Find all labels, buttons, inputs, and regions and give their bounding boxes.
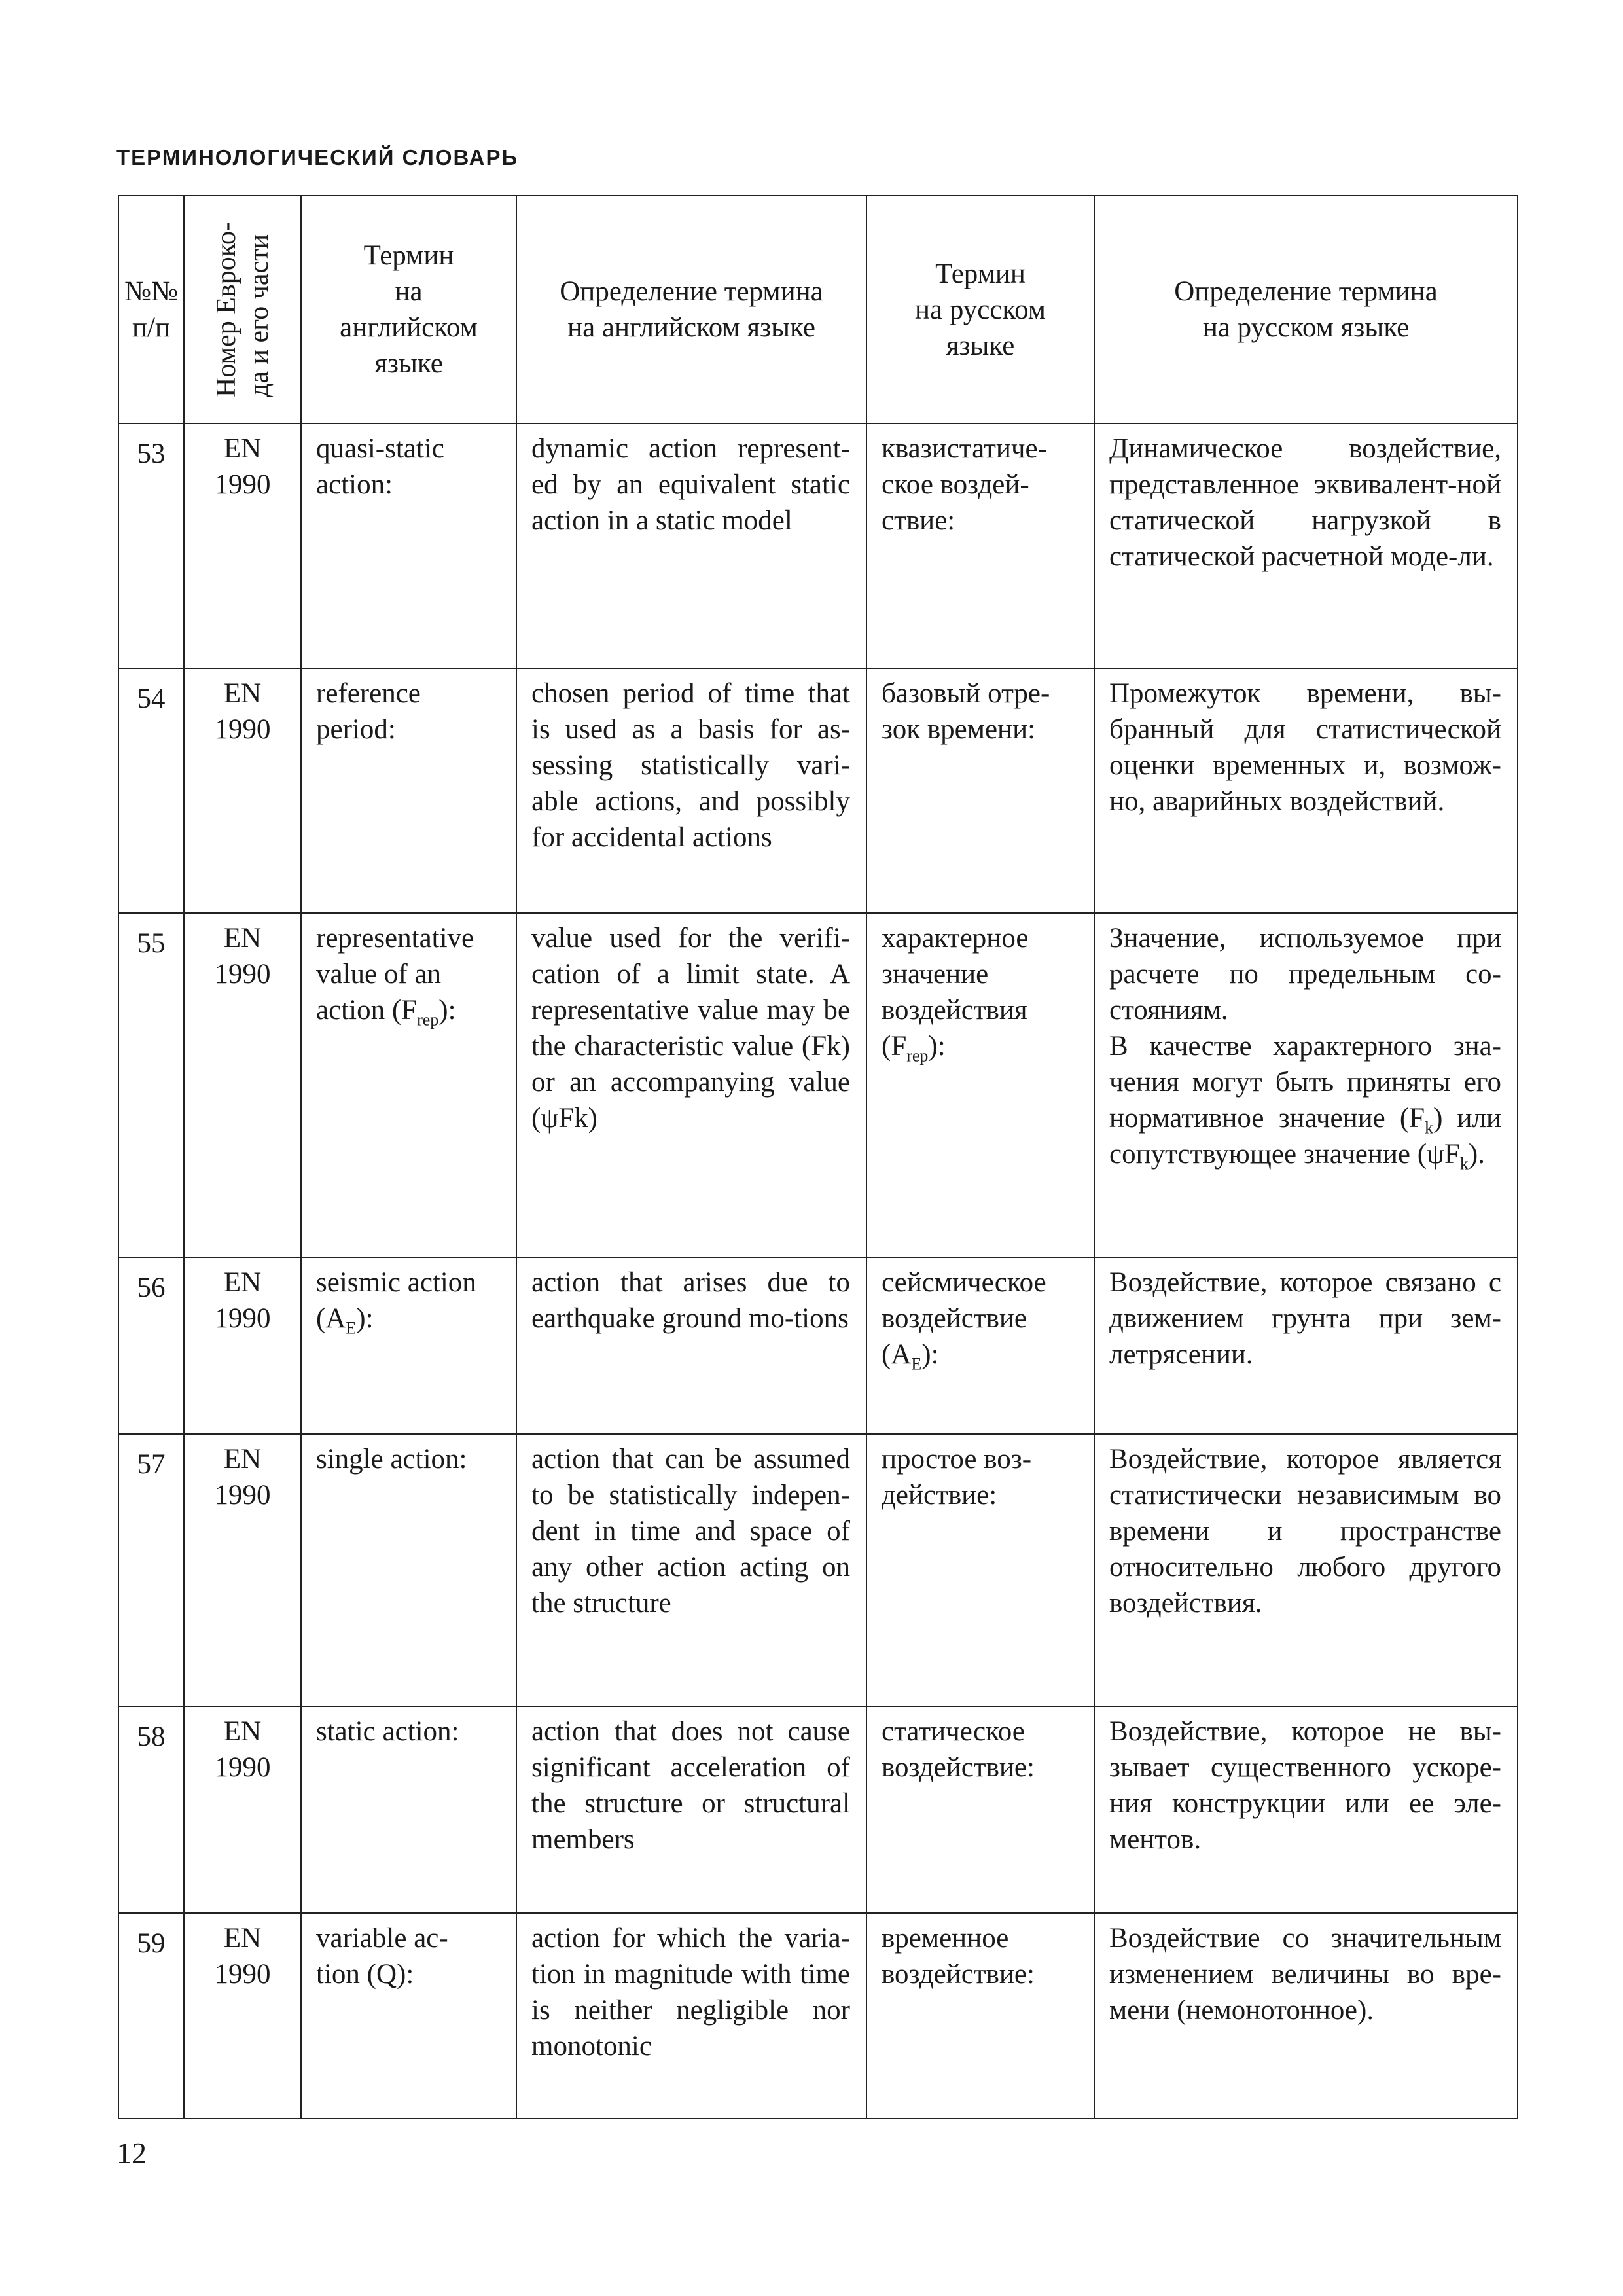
header-number: №№ п/п bbox=[118, 196, 184, 423]
english-definition: action that does not cause significant acceleration of the structure or structural members bbox=[516, 1706, 866, 1913]
russian-definition: Воздействие со значительным изменением величины во вре-мени (немонотонное). bbox=[1094, 1913, 1518, 2119]
header-definition-russian: Определение термина на русском языке bbox=[1094, 196, 1518, 423]
english-definition: action that arises due to earthquake ground mo-tions bbox=[516, 1257, 866, 1434]
eurocode-cell: EN 1990 bbox=[184, 1913, 301, 2119]
page-number: 12 bbox=[116, 2136, 147, 2170]
row-number: 56 bbox=[118, 1257, 184, 1434]
row-number: 58 bbox=[118, 1706, 184, 1913]
header-term-english: Термин на английском языке bbox=[301, 196, 516, 423]
english-term: seismic action $(A_E)$: bbox=[301, 1257, 516, 1434]
russian-term: базовый отре- зок времени: bbox=[866, 668, 1094, 913]
eurocode-cell: EN 1990 bbox=[184, 668, 301, 913]
row-number: 57 bbox=[118, 1434, 184, 1706]
russian-term: временное воздействие: bbox=[866, 1913, 1094, 2119]
header-row bbox=[118, 196, 1518, 423]
table-row bbox=[118, 1913, 1518, 2119]
row-number: 53 bbox=[118, 423, 184, 668]
english-term: quasi-static action: bbox=[301, 423, 516, 668]
english-term: variable ac- tion (Q): bbox=[301, 1913, 516, 2119]
glossary-table bbox=[118, 195, 1518, 2119]
russian-definition: Значение, используемое при расчете по предельным со-стояниям. В качестве характерного зна-чения могут быть приняты его нормативное значение $(F_k)$ или сопутствующее значение $(\psi F_k)$. bbox=[1094, 913, 1518, 1257]
english-definition: value used for the verifi-cation of a limit state. A representative value may be the characteristic value (Fk) or an accompanying value (ψFk) bbox=[516, 913, 866, 1257]
table-row bbox=[118, 913, 1518, 1257]
russian-term: сейсмическое воздействие $(A_E)$: bbox=[866, 1257, 1094, 1434]
eurocode-cell: EN 1990 bbox=[184, 423, 301, 668]
russian-definition: Динамическое воздействие, представленное эквивалент-ной статической нагрузкой в статической расчетной моде-ли. bbox=[1094, 423, 1518, 668]
english-term: static action: bbox=[301, 1706, 516, 1913]
table-row bbox=[118, 1257, 1518, 1434]
row-number: 55 bbox=[118, 913, 184, 1257]
english-definition: chosen period of time that is used as a basis for as-sessing statistically vari-able actions, and possibly for accidental actions bbox=[516, 668, 866, 913]
english-term: single action: bbox=[301, 1434, 516, 1706]
russian-term: простое воз- действие: bbox=[866, 1434, 1094, 1706]
english-term: representative value of an action $(F_{rep})$: bbox=[301, 913, 516, 1257]
eurocode-cell: EN 1990 bbox=[184, 1706, 301, 1913]
english-definition: action for which the varia-tion in magnitude with time is neither negligible nor monotonic bbox=[516, 1913, 866, 2119]
header-term-russian: Термин на русском языке bbox=[866, 196, 1094, 423]
table-row bbox=[118, 1434, 1518, 1706]
russian-term: характерное значение воздействия $(F_{rep})$: bbox=[866, 913, 1094, 1257]
eurocode-cell: EN 1990 bbox=[184, 1434, 301, 1706]
russian-term: статическое воздействие: bbox=[866, 1706, 1094, 1913]
eurocode-cell: EN 1990 bbox=[184, 1257, 301, 1434]
english-definition: dynamic action represent-ed by an equivalent static action in a static model bbox=[516, 423, 866, 668]
english-definition: action that can be assumed to be statistically indepen-dent in time and space of any other action acting on the structure bbox=[516, 1434, 866, 1706]
english-term: reference period: bbox=[301, 668, 516, 913]
eurocode-cell: EN 1990 bbox=[184, 913, 301, 1257]
row-number: 54 bbox=[118, 668, 184, 913]
russian-term: квазистатиче- ское воздей- ствие: bbox=[866, 423, 1094, 668]
russian-definition: Воздействие, которое не вы-зывает существенного ускоре-ния конструкции или ее эле-ментов. bbox=[1094, 1706, 1518, 1913]
table-row bbox=[118, 423, 1518, 668]
table-row bbox=[118, 668, 1518, 913]
russian-definition: Воздействие, которое связано с движением грунта при зем-летрясении. bbox=[1094, 1257, 1518, 1434]
header-definition-english: Определение термина на английском языке bbox=[516, 196, 866, 423]
russian-definition: Воздействие, которое является статистически независимым во времени и пространстве относительно любого другого воздействия. bbox=[1094, 1434, 1518, 1706]
row-number: 59 bbox=[118, 1913, 184, 2119]
russian-definition: Промежуток времени, вы-бранный для статистической оценки временных и, возмож-но, аварийных воздействий. bbox=[1094, 668, 1518, 913]
running-head: ТЕРМИНОЛОГИЧЕСКИЙ СЛОВАРЬ bbox=[116, 145, 519, 170]
header-eurocode: Номер Еврoко- да и его части bbox=[184, 196, 301, 423]
table-row bbox=[118, 1706, 1518, 1913]
